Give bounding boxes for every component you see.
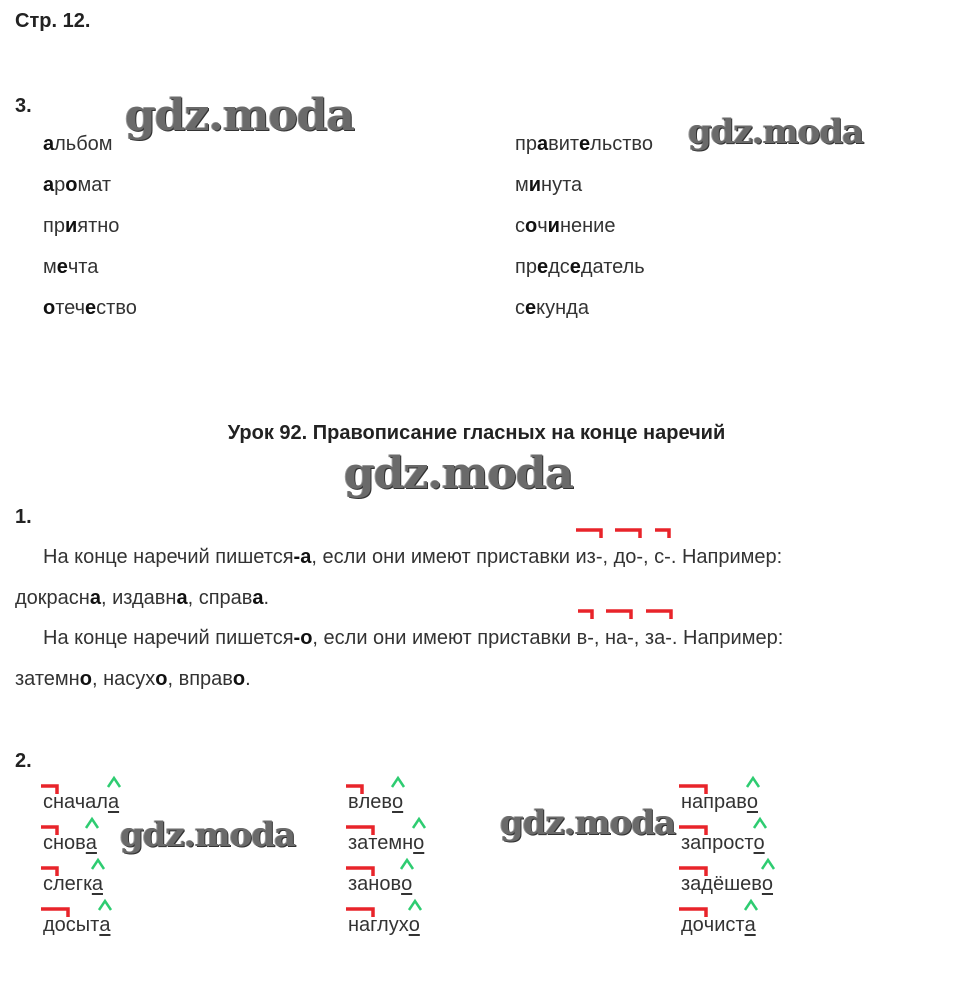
exercise-3-number: 3. xyxy=(15,95,32,117)
word-part: нение xyxy=(559,215,616,237)
prefix-mark xyxy=(575,528,603,540)
ending-highlight: -о xyxy=(293,627,313,649)
adverb-prefix xyxy=(681,872,701,896)
adverb-ending xyxy=(401,872,412,896)
adverb-root: прост xyxy=(701,832,754,854)
word-item xyxy=(515,215,653,256)
watermark: gdz.moda xyxy=(500,803,676,843)
prefix-text: в xyxy=(348,791,359,813)
adverb-root: легк xyxy=(53,873,92,895)
ending-text: о xyxy=(753,832,765,854)
prefix-text: за xyxy=(348,832,369,854)
exercise-2-number: 2. xyxy=(15,750,32,772)
adverb-root: глух xyxy=(370,914,409,936)
stressed-vowel: е xyxy=(536,256,549,278)
prefix-text: с xyxy=(43,873,53,895)
adverb-root: темн xyxy=(368,832,414,854)
word-part: пр xyxy=(43,215,65,237)
ending-mark xyxy=(745,776,761,788)
adverb-root: сыт xyxy=(65,914,100,936)
ending-text: о xyxy=(392,791,404,813)
word-item xyxy=(515,256,653,297)
prefix-mark xyxy=(678,866,708,878)
ending-text: о xyxy=(761,873,774,895)
adverb-prefix xyxy=(681,790,703,814)
stressed-vowel: о xyxy=(65,174,78,196)
prefix-mark xyxy=(654,528,671,540)
prefix-mark xyxy=(345,866,375,878)
ending-text: о xyxy=(413,832,425,854)
word-stem: вправ xyxy=(178,668,233,690)
prefix-mark xyxy=(614,528,642,540)
prefix-mark xyxy=(40,907,70,919)
stressed-vowel: и xyxy=(528,174,542,196)
prefix-mark xyxy=(40,784,59,796)
adverb-ending xyxy=(745,913,756,937)
word-part: м xyxy=(515,174,529,196)
prefix-text: с xyxy=(654,546,665,568)
ending-mark xyxy=(752,817,768,829)
rule-text: , если они имеют приставки xyxy=(311,546,576,568)
prefix-example xyxy=(614,537,637,578)
prefix-mark xyxy=(40,825,59,837)
prefix-mark xyxy=(345,825,375,837)
ending-mark xyxy=(411,817,427,829)
ending-mark xyxy=(743,899,759,911)
rule-text: . Например: xyxy=(670,546,783,568)
word-item xyxy=(43,174,137,215)
word-ending: о xyxy=(155,668,168,690)
adverb-ending xyxy=(762,872,773,896)
word-item xyxy=(43,297,137,338)
adverb-root: начал xyxy=(53,791,108,813)
ending-mark xyxy=(399,858,415,870)
prefix-mark xyxy=(345,907,375,919)
word-stem: затемн xyxy=(15,668,80,690)
rule-text: . Например: xyxy=(671,627,784,649)
adverb-root: нов xyxy=(368,873,402,895)
word-part: пр xyxy=(515,256,537,278)
word-part: ство xyxy=(96,297,137,319)
adverb-root: лев xyxy=(358,791,393,813)
exercise-2-column-1 xyxy=(43,790,119,954)
prefix-text: на xyxy=(681,791,704,813)
ending-text: а xyxy=(91,873,103,895)
word-part: льбом xyxy=(54,133,113,155)
prefix-mark xyxy=(678,825,708,837)
exercise-1-rule-a: На конце наречий пишется-а, если они имеют приставки из -, до -, с -. Например: докрасна, издавна, справа. xyxy=(15,537,943,619)
adverb-item xyxy=(43,913,119,954)
prefix-text: за xyxy=(681,832,702,854)
ending-text: а xyxy=(107,791,120,813)
ending-text: о xyxy=(401,873,413,895)
adverb-root: чист xyxy=(703,914,745,936)
rule-text: На конце наречий пишется xyxy=(43,627,294,649)
ending-text: о xyxy=(746,791,758,813)
example-word xyxy=(179,668,246,690)
word-ending: а xyxy=(89,587,101,609)
ending-mark xyxy=(390,776,406,788)
stressed-vowel: е xyxy=(56,256,68,278)
ending-mark xyxy=(760,858,776,870)
stressed-vowel: е xyxy=(85,297,97,319)
example-word xyxy=(112,587,188,609)
prefix-text: за xyxy=(348,873,369,895)
word-item xyxy=(43,256,137,297)
ending-mark xyxy=(90,858,106,870)
adverb-ending xyxy=(754,831,765,855)
word-part: р xyxy=(54,174,66,196)
adverb-root: прав xyxy=(703,791,747,813)
adverb-item xyxy=(681,913,773,954)
word-part: вит xyxy=(548,133,580,155)
adverb-prefix xyxy=(43,872,53,896)
word-item xyxy=(515,174,653,215)
prefix-text: на xyxy=(348,914,371,936)
word-stem: издавн xyxy=(112,587,177,609)
word-ending: а xyxy=(176,587,188,609)
stressed-vowel: е xyxy=(569,256,581,278)
adverb-prefix xyxy=(43,913,66,937)
exercise-2-column-3 xyxy=(681,790,773,954)
watermark: gdz.moda xyxy=(125,90,355,141)
adverb-item xyxy=(348,913,424,954)
word-part: теч xyxy=(55,297,86,319)
watermark: gdz.moda xyxy=(344,448,574,499)
word-ending: о xyxy=(79,668,92,690)
ending-mark xyxy=(106,776,122,788)
prefix-text: за xyxy=(681,873,702,895)
prefix-example xyxy=(575,537,595,578)
exercise-3-left-column xyxy=(43,133,137,338)
word-item xyxy=(43,133,137,174)
word-part: чта xyxy=(67,256,99,278)
prefix-text: из xyxy=(575,546,596,568)
adverb-ending xyxy=(413,831,424,855)
example-word xyxy=(15,668,92,690)
ending-text: о xyxy=(408,914,420,936)
ending-mark xyxy=(84,817,100,829)
prefix-mark xyxy=(678,907,708,919)
adverb-prefix xyxy=(681,913,704,937)
exercise-2-column-2 xyxy=(348,790,424,954)
adverb-ending xyxy=(86,831,97,855)
stressed-vowel: а xyxy=(536,133,549,155)
stressed-vowel: о xyxy=(43,297,56,319)
adverb-prefix xyxy=(348,913,370,937)
word-part: ч xyxy=(537,215,548,237)
exercise-1-rule-o: На конце наречий пишется-о, если они имеют приставки в -, на -, за -. Например: затемно, насухо, вправо. xyxy=(15,618,943,700)
rule-text: На конце наречий пишется xyxy=(43,546,294,568)
word-stem: справ xyxy=(198,587,253,609)
adverb-prefix xyxy=(348,790,359,814)
prefix-text: за xyxy=(644,627,666,649)
adverb-ending xyxy=(92,872,103,896)
prefix-text: до xyxy=(681,914,704,936)
prefix-text: с xyxy=(43,832,53,854)
adverb-prefix xyxy=(43,790,53,814)
word-stem: докрасн xyxy=(15,587,90,609)
example-word xyxy=(103,668,167,690)
ending-mark xyxy=(97,899,113,911)
word-stem: насух xyxy=(103,668,156,690)
prefix-mark xyxy=(605,609,633,621)
ending-mark xyxy=(407,899,423,911)
word-ending: о xyxy=(232,668,246,690)
adverb-prefix xyxy=(681,831,701,855)
ending-text: а xyxy=(744,914,756,936)
prefix-text: с xyxy=(43,791,53,813)
prefix-example xyxy=(654,537,664,578)
watermark: gdz.moda xyxy=(688,112,864,152)
ending-text: а xyxy=(85,832,97,854)
example-word xyxy=(15,587,101,609)
watermark: gdz.moda xyxy=(120,815,296,855)
adverb-ending xyxy=(747,790,758,814)
adverb-ending xyxy=(99,913,110,937)
stressed-vowel: и xyxy=(64,215,78,237)
adverb-prefix xyxy=(348,872,368,896)
prefix-example xyxy=(645,618,665,659)
stressed-vowel: а xyxy=(43,133,55,155)
adverb-ending xyxy=(392,790,403,814)
word-item xyxy=(43,215,137,256)
prefix-text: до xyxy=(43,914,66,936)
example-word xyxy=(199,587,264,609)
word-part: с xyxy=(515,297,525,319)
prefix-text: до xyxy=(613,546,637,568)
prefix-text: в xyxy=(576,627,588,649)
prefix-mark xyxy=(40,866,59,878)
prefix-mark xyxy=(645,609,673,621)
rule-text: , если они имеют приставки xyxy=(312,627,577,649)
word-part: дс xyxy=(548,256,570,278)
prefix-text: на xyxy=(604,627,628,649)
prefix-example xyxy=(605,618,627,659)
adverb-prefix xyxy=(43,831,53,855)
adverb-ending xyxy=(108,790,119,814)
prefix-mark xyxy=(345,784,364,796)
stressed-vowel: е xyxy=(579,133,591,155)
prefix-mark xyxy=(577,609,594,621)
stressed-vowel: и xyxy=(547,215,560,237)
prefix-mark xyxy=(678,784,708,796)
word-part: ятно xyxy=(77,215,120,237)
word-part: пр xyxy=(515,133,537,155)
adverb-root: дёшев xyxy=(701,873,762,895)
page-label: Стр. 12. xyxy=(15,10,91,32)
exercise-3-right-column xyxy=(515,133,653,338)
word-part: датель xyxy=(580,256,645,278)
stressed-vowel: е xyxy=(525,297,537,319)
adverb-ending xyxy=(409,913,420,937)
adverb-prefix xyxy=(348,831,368,855)
word-part: м xyxy=(43,256,57,278)
word-ending: а xyxy=(252,587,264,609)
word-part: кунда xyxy=(536,297,589,319)
ending-text: а xyxy=(99,914,111,936)
lesson-title: Урок 92. Правописание гласных на конце наречий xyxy=(227,422,726,444)
word-item xyxy=(515,297,653,338)
word-item xyxy=(515,133,653,174)
word-part: нута xyxy=(541,174,583,196)
word-part: льство xyxy=(590,133,653,155)
adverb-root: нов xyxy=(53,832,86,854)
word-part: мат xyxy=(77,174,112,196)
word-part: с xyxy=(515,215,525,237)
exercise-1-number: 1. xyxy=(15,506,32,528)
prefix-example xyxy=(577,618,588,659)
ending-highlight: -а xyxy=(293,546,312,568)
stressed-vowel: о xyxy=(525,215,538,237)
stressed-vowel: а xyxy=(43,174,55,196)
